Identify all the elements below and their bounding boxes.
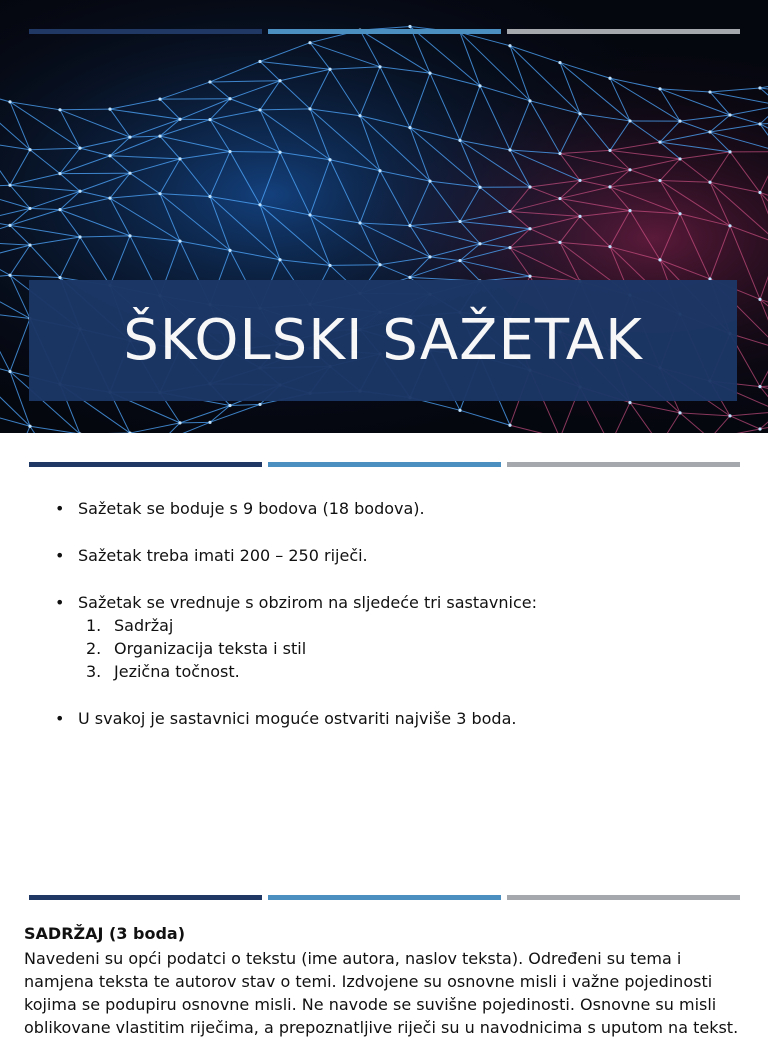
mesh-node [758,427,761,430]
mesh-line [60,109,110,110]
mesh-node [608,245,611,248]
mesh-node [428,72,431,75]
mesh-node [528,185,531,188]
mesh-node [128,136,131,139]
title-slide [0,0,768,433]
mesh-node [708,130,711,133]
mesh-node [228,404,231,407]
criteria-number: 1. [86,614,101,637]
mesh-node [108,154,111,157]
mesh-node [328,158,331,161]
mesh-node [708,90,711,93]
criteria-label: Sadržaj [114,616,173,635]
mesh-node [8,370,11,373]
mesh-node [58,108,61,111]
mesh-node [208,80,211,83]
mesh-node [478,242,481,245]
criteria-number: 2. [86,637,101,660]
content-slide [0,878,768,1024]
section-accent-bars [29,462,740,467]
mesh-node [508,210,511,213]
mesh-node [708,181,711,184]
mesh-node [278,258,281,261]
bullet-text: Sažetak se vrednuje s obzirom na sljedeće tri sastavnice: [78,593,537,612]
mesh-node [458,139,461,142]
mesh-node [678,411,681,414]
accent-bar-navy [29,29,262,34]
mesh-node [28,425,31,428]
mesh-node [678,212,681,215]
section-heading: SADRŽAJ (3 boda) [24,924,185,943]
mesh-node [608,185,611,188]
mesh-node [78,147,81,150]
mesh-node [558,152,561,155]
mesh-node [758,86,761,89]
mesh-node [178,157,181,160]
mesh-node [408,276,411,279]
mesh-node [408,224,411,227]
mesh-node [78,235,81,238]
mesh-node [8,100,11,103]
mesh-line [180,422,210,423]
mesh-node [608,77,611,80]
mesh-node [58,172,61,175]
criteria-item [78,660,735,683]
mesh-node [758,191,761,194]
accent-bar-blue [268,29,501,34]
mesh-node [278,79,281,82]
criteria-list [78,614,735,683]
bullet-list [55,497,735,754]
mesh-node [208,421,211,424]
accent-bar-blue [268,462,501,467]
title-box [29,280,737,401]
bullet-icon: • [55,497,64,520]
mesh-node [658,258,661,261]
mesh-node [158,135,161,138]
mesh-node [528,275,531,278]
mesh-node [108,197,111,200]
mesh-node [508,424,511,427]
mesh-node [8,274,11,277]
mesh-node [308,213,311,216]
mesh-node [328,68,331,71]
bullet-item [55,497,735,520]
mesh-node [728,224,731,227]
mesh-node [208,118,211,121]
mesh-node [278,151,281,154]
mesh-node [428,255,431,258]
mesh-node [628,401,631,404]
mesh-node [228,249,231,252]
accent-bar-grey [507,462,740,467]
criteria-item [78,637,735,660]
mesh-node [658,179,661,182]
mesh-node [478,84,481,87]
bullet-icon: • [55,544,64,567]
mesh-node [208,195,211,198]
mesh-node [378,65,381,68]
mesh-node [428,180,431,183]
mesh-node [508,44,511,47]
mesh-node [408,126,411,129]
mesh-node [558,61,561,64]
bullet-icon: • [55,707,64,730]
mesh-node [328,264,331,267]
mesh-node [758,298,761,301]
mesh-node [28,207,31,210]
mesh-node [628,209,631,212]
mesh-node [628,119,631,122]
mesh-node [558,241,561,244]
mesh-node [608,149,611,152]
criteria-label: Jezična točnost. [114,662,240,681]
mesh-node [228,97,231,100]
bullet-text: Sažetak se boduje s 9 bodova (18 bodova). [78,499,425,518]
mesh-node [28,244,31,247]
mesh-node [408,25,411,28]
mesh-node [378,169,381,172]
mesh-node [358,114,361,117]
mesh-node [258,403,261,406]
mesh-node [628,168,631,171]
mesh-node [8,184,11,187]
mesh-node [728,414,731,417]
mesh-node [308,107,311,110]
bullet-item [55,591,735,683]
mesh-node [558,197,561,200]
mesh-node [258,60,261,63]
mesh-node [658,141,661,144]
mesh-node [758,385,761,388]
criteria-number: 3. [86,660,101,683]
accent-bar-navy [29,462,262,467]
mesh-node [178,421,181,424]
mesh-node [8,224,11,227]
accent-bar-navy [29,895,262,900]
mesh-node [158,192,161,195]
bullet-item [55,707,735,730]
mesh-node [528,227,531,230]
mesh-node [28,148,31,151]
slide-title: ŠKOLSKI SAŽETAK [123,308,643,373]
mesh-node [578,215,581,218]
mesh-node [678,157,681,160]
mesh-node [728,113,731,116]
mesh-node [128,234,131,237]
mesh-node [128,172,131,175]
bullet-item [55,544,735,567]
accent-bar-blue [268,895,501,900]
bullet-text: U svakoj je sastavnici moguće ostvariti najviše 3 boda. [78,709,516,728]
mesh-node [228,150,231,153]
mesh-node [478,186,481,189]
mesh-node [58,276,61,279]
mesh-node [458,220,461,223]
mesh-node [578,112,581,115]
section-body-text: Navedeni su opći podatci o tekstu (ime autora, naslov teksta). Određeni su tema i namjena teksta te autorov stav o temi. Izdvojene su osnovne misli i važne pojedinosti kojima se podupiru osnovne misli. Ne navode se suvišne pojedinosti. Osnovne su misli oblikovane vlastitim riječima, a prepoznatljive riječi su u navodnicima s uputom na tekst. [24,947,744,1039]
mesh-node [258,108,261,111]
mesh-node [108,108,111,111]
mesh-node [678,120,681,123]
mesh-node [178,118,181,121]
mesh-node [58,208,61,211]
mesh-node [658,87,661,90]
mesh-node [378,263,381,266]
section-accent-bars [29,895,740,900]
bullet-text: Sažetak treba imati 200 – 250 riječi. [78,546,368,565]
mesh-node [308,41,311,44]
mesh-node [178,240,181,243]
mesh-node [528,99,531,102]
mesh-node [458,259,461,262]
mesh-node [508,246,511,249]
info-slide [0,433,768,878]
mesh-node [258,203,261,206]
criteria-label: Organizacija teksta i stil [114,639,306,658]
mesh-node [358,221,361,224]
mesh-node [508,148,511,151]
accent-bar-grey [507,29,740,34]
top-accent-bars [29,29,740,34]
mesh-node [578,179,581,182]
mesh-node [158,98,161,101]
mesh-node [758,122,761,125]
mesh-node [728,150,731,153]
criteria-item [78,614,735,637]
mesh-node [458,409,461,412]
accent-bar-grey [507,895,740,900]
bullet-icon: • [55,591,64,614]
mesh-node [78,190,81,193]
